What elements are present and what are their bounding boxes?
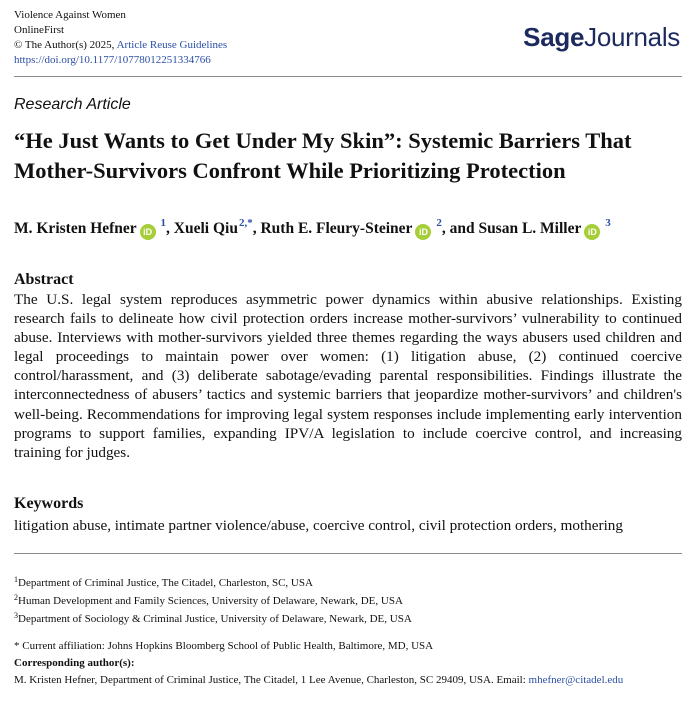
affiliation-ref[interactable]: 3	[605, 217, 611, 229]
author-name: , and Susan L. Miller	[441, 220, 582, 237]
affiliation-text: Department of Criminal Justice, The Citadel, Charleston, SC, USA	[18, 577, 313, 589]
affiliation-ref[interactable]: 2,*	[238, 217, 253, 229]
author-name: M. Kristen Hefner	[14, 220, 137, 237]
affiliation-number: 3	[14, 611, 18, 620]
header-divider	[14, 76, 682, 77]
author-name: , Ruth E. Fleury-Steiner	[252, 220, 413, 237]
affiliation-number: 1	[14, 575, 18, 584]
affiliation-item	[14, 591, 403, 608]
affiliation-ref[interactable]: 2	[436, 217, 442, 229]
article-type: Research Article	[14, 96, 131, 113]
corresponding-author	[14, 673, 623, 687]
journal-header	[14, 8, 227, 68]
title-line-1: “He Just Wants to Get Under My Skin”: Systemic Barriers That	[14, 128, 632, 153]
abstract-heading: Abstract	[14, 271, 74, 288]
copyright-text: © The Author(s) 2025,	[14, 39, 115, 51]
article-title	[14, 126, 686, 186]
title-line-2: Mother-Survivors Confront While Prioritizing Protection	[14, 158, 566, 183]
orcid-icon[interactable]: iD	[584, 224, 600, 240]
affiliation-ref[interactable]: 1	[160, 217, 167, 229]
affiliation-item	[14, 573, 313, 590]
online-first-label: OnlineFirst	[14, 24, 65, 36]
affiliation-text: Department of Sociology & Criminal Justice, University of Delaware, Newark, DE, USA	[18, 613, 412, 625]
logo-part-sage: Sage	[523, 22, 585, 52]
doi-link[interactable]: https://doi.org/10.1177/10778012251334766	[14, 54, 211, 66]
abstract-text: The U.S. legal system reproduces asymmetric power dynamics within abusive relationships. Existing research fails to delineate how civil protection orders increase mother-survivors’ vulnerability to continued abuse. Interviews with mother-survivors yielded three themes regarding the ways abusers used children and legal proceedings to maintain power over women: (1) litigation abuse, (2) continued coercive control/harassment, and (3) deliberate sabotage/evading parental responsibilities. Findings illustrate the interconnectedness of abusers’ tactics and systemic barriers that jeopardize mother-survivors’ and children's well-being. Recommendations for improving legal system responses include implementing early intervention programs to support families, expanding IPV/A legislation to include coercive control, and increasing training for judges.	[14, 291, 682, 461]
affiliation-text: Human Development and Family Sciences, University of Delaware, Newark, DE, USA	[18, 595, 403, 607]
keywords-heading: Keywords	[14, 495, 84, 512]
journal-name: Violence Against Women	[14, 9, 126, 21]
author-name: , Xueli Qiu	[166, 220, 238, 237]
corresponding-text: M. Kristen Hefner, Department of Criminal Justice, The Citadel, 1 Lee Avenue, Charleston, SC 29409, USA. Email:	[14, 674, 529, 686]
author-list	[14, 217, 611, 240]
corresponding-heading-text: Corresponding author(s):	[14, 657, 135, 669]
footnote-divider	[14, 553, 682, 554]
orcid-icon[interactable]: iD	[140, 224, 156, 240]
reuse-guidelines-link[interactable]: Article Reuse Guidelines	[116, 39, 228, 51]
sage-journals-logo	[523, 22, 680, 53]
current-affiliation-note: * Current affiliation: Johns Hopkins Bloomberg School of Public Health, Baltimore, MD, USA	[14, 640, 434, 652]
corresponding-email-link[interactable]: mhefner@citadel.edu	[528, 674, 624, 686]
logo-part-journals: Journals	[584, 22, 680, 52]
affiliation-item	[14, 609, 412, 626]
orcid-icon[interactable]: iD	[415, 224, 431, 240]
affiliation-number: 2	[14, 593, 18, 602]
corresponding-heading	[14, 656, 135, 670]
copyright-line	[14, 38, 227, 53]
keywords-text: litigation abuse, intimate partner violence/abuse, coercive control, civil protection orders, mothering	[14, 517, 623, 534]
